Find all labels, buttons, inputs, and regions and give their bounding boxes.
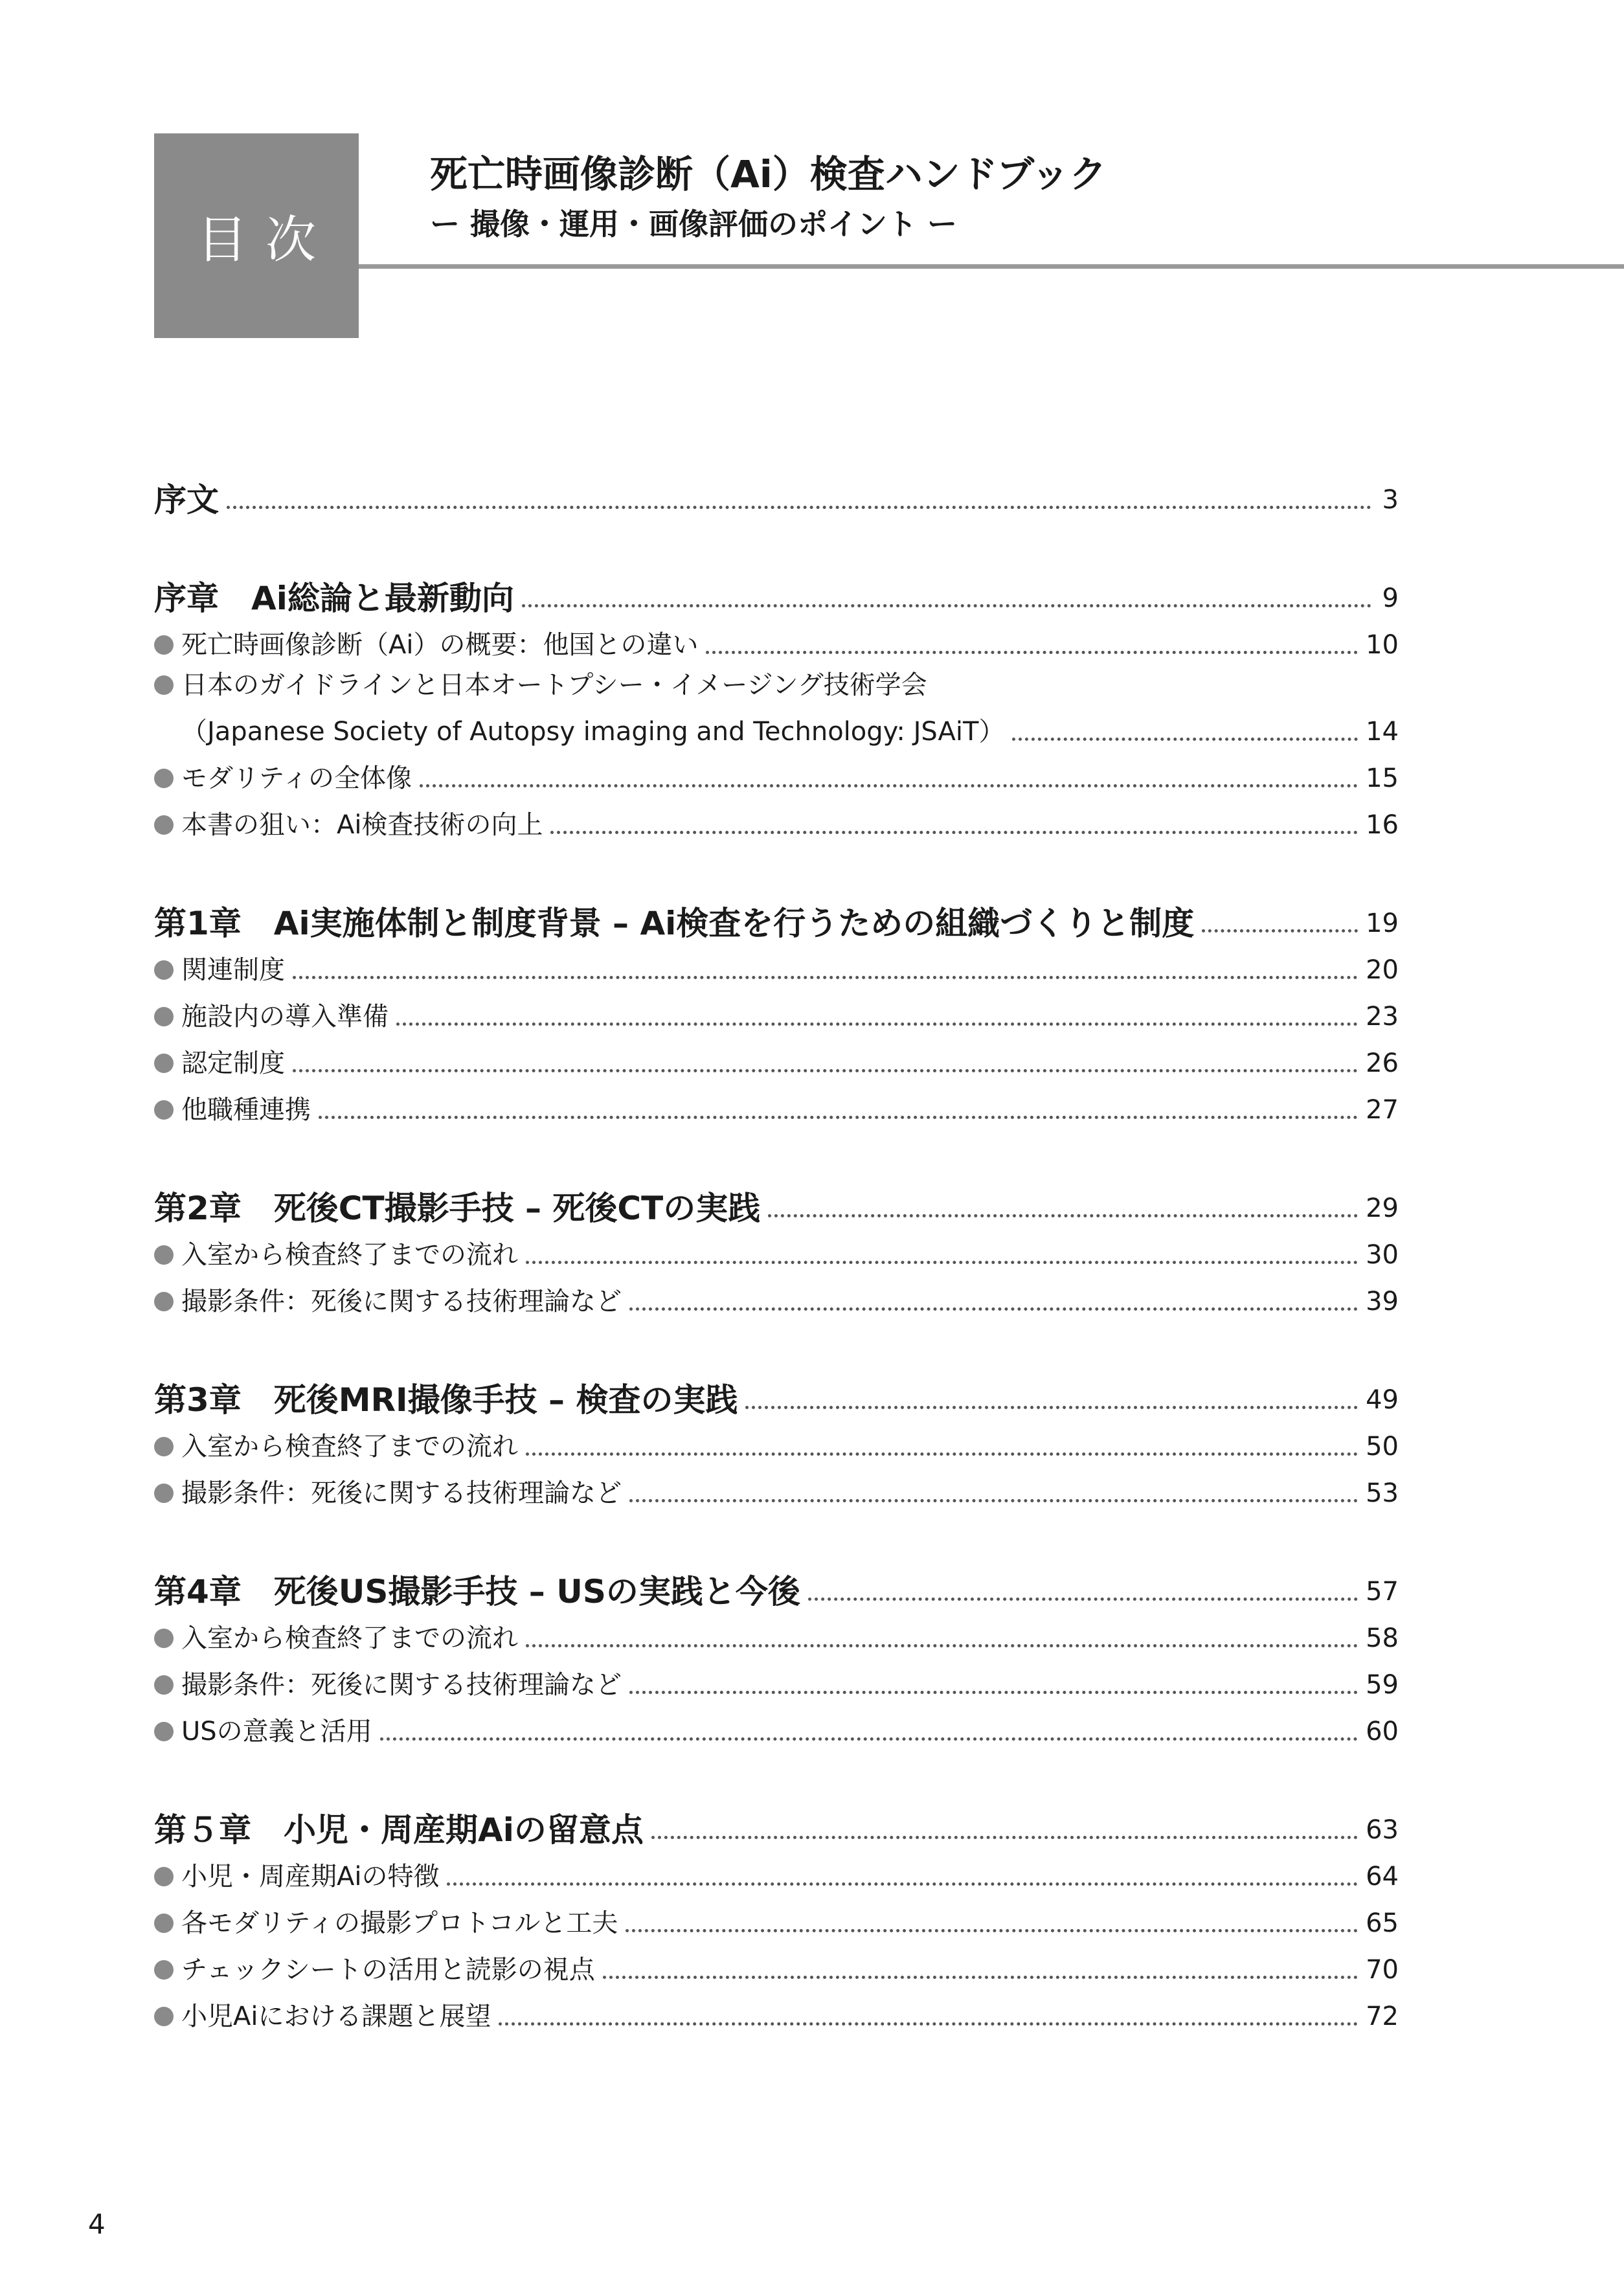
section-title: 入室から検査終了までの流れ bbox=[181, 1432, 518, 1462]
section-title-line2: （Japanese Society of Autopsy imaging and Technology: JSAiT） bbox=[181, 717, 1005, 747]
toc-entry-label: 序文 bbox=[154, 481, 219, 519]
bullet-icon bbox=[154, 2007, 174, 2026]
toc-page-number: 27 bbox=[1366, 1095, 1399, 1125]
bullet-icon bbox=[154, 1007, 174, 1026]
toc-page-number: 15 bbox=[1366, 763, 1399, 793]
bullet-icon bbox=[154, 1960, 174, 1980]
toc-section[interactable] bbox=[154, 1943, 1399, 1989]
section-title: USの意義と活用 bbox=[181, 1717, 372, 1746]
bullet-icon bbox=[154, 1914, 174, 1933]
toc-page-number: 57 bbox=[1366, 1577, 1399, 1607]
dot-leader bbox=[706, 651, 1358, 654]
toc-page-number: 16 bbox=[1366, 810, 1399, 840]
toc-section[interactable] bbox=[154, 943, 1399, 989]
toc-page-number: 50 bbox=[1366, 1432, 1399, 1462]
section-title: 関連制度 bbox=[181, 955, 285, 985]
chapter-title: 第4章 死後US撮影手技 – USの実践と今後 bbox=[154, 1573, 800, 1610]
dot-leader bbox=[293, 976, 1358, 979]
bullet-icon bbox=[154, 1484, 174, 1503]
toc-page-number: 9 bbox=[1382, 583, 1399, 613]
toc-section[interactable] bbox=[154, 798, 1399, 844]
toc-page-number: 30 bbox=[1366, 1240, 1399, 1270]
section-title: 小児・周産期Aiの特徴 bbox=[181, 1862, 440, 1892]
section-title: 入室から検査終了までの流れ bbox=[181, 1623, 518, 1653]
toc-page-number: 70 bbox=[1366, 1955, 1399, 1985]
toc-page-number: 29 bbox=[1366, 1193, 1399, 1223]
dot-leader bbox=[1202, 929, 1358, 932]
toc-section[interactable] bbox=[154, 1704, 1399, 1751]
bullet-icon bbox=[154, 675, 174, 695]
dot-leader bbox=[603, 1976, 1358, 1979]
toc-section-continuation[interactable] bbox=[154, 705, 1399, 751]
dot-leader bbox=[227, 506, 1371, 509]
dot-leader bbox=[1012, 738, 1358, 741]
dot-leader bbox=[420, 784, 1358, 787]
section-title-line1: 日本のガイドラインと日本オートプシー・イメージング技術学会 bbox=[181, 670, 927, 700]
dot-leader bbox=[651, 1836, 1358, 1839]
section-title: 本書の狙い：Ai検査技術の向上 bbox=[181, 810, 543, 840]
toc-chapter-4[interactable] bbox=[154, 1558, 1399, 1611]
toc-section[interactable] bbox=[154, 989, 1399, 1036]
dot-leader bbox=[550, 831, 1358, 834]
section-title: 撮影条件：死後に関する技術理論など bbox=[181, 1287, 622, 1316]
bullet-icon bbox=[154, 635, 174, 655]
section-title: 撮影条件：死後に関する技術理論など bbox=[181, 1670, 622, 1700]
toc-section[interactable] bbox=[154, 1419, 1399, 1466]
chapter-title: 第1章 Ai実施体制と制度背景 – Ai検査を行うための組織づくりと制度 bbox=[154, 905, 1195, 942]
toc-heading-box bbox=[154, 133, 359, 338]
toc-section[interactable] bbox=[154, 1989, 1399, 2036]
toc-chapter-3[interactable] bbox=[154, 1366, 1399, 1419]
dot-leader bbox=[319, 1116, 1358, 1119]
toc-heading: 目次 bbox=[196, 211, 334, 269]
toc-entry-preface[interactable] bbox=[154, 466, 1399, 519]
section-title: 撮影条件：死後に関する技術理論など bbox=[181, 1478, 622, 1508]
section-title: 小児Aiにおける課題と展望 bbox=[181, 2002, 491, 2031]
toc-section[interactable] bbox=[154, 1849, 1399, 1896]
toc-page-number: 14 bbox=[1366, 717, 1399, 747]
chapter-title: 第3章 死後MRI撮像手技 – 検査の実践 bbox=[154, 1381, 738, 1419]
dot-leader bbox=[499, 2022, 1358, 2026]
toc-section[interactable] bbox=[154, 664, 1399, 705]
section-title: 入室から検査終了までの流れ bbox=[181, 1240, 518, 1270]
toc-chapter-2[interactable] bbox=[154, 1175, 1399, 1228]
section-title: 他職種連携 bbox=[181, 1095, 311, 1125]
toc-page-number: 49 bbox=[1366, 1385, 1399, 1415]
dot-leader bbox=[629, 1499, 1358, 1502]
section-title: チェックシートの活用と読影の視点 bbox=[181, 1955, 595, 1985]
dot-leader bbox=[626, 1929, 1358, 1932]
bullet-icon bbox=[154, 1675, 174, 1695]
toc-section[interactable] bbox=[154, 1466, 1399, 1513]
bullet-icon bbox=[154, 1100, 174, 1120]
toc-section[interactable] bbox=[154, 1611, 1399, 1658]
bullet-icon bbox=[154, 1629, 174, 1648]
toc-page-number: 64 bbox=[1366, 1862, 1399, 1892]
toc-page-number: 65 bbox=[1366, 1908, 1399, 1938]
header-divider bbox=[359, 264, 1624, 269]
bullet-icon bbox=[154, 1867, 174, 1886]
toc-page-number: 39 bbox=[1366, 1287, 1399, 1316]
toc-page-number: 53 bbox=[1366, 1478, 1399, 1508]
toc-section[interactable] bbox=[154, 618, 1399, 664]
toc-chapter-0[interactable] bbox=[154, 565, 1399, 618]
toc-page-number: 3 bbox=[1382, 485, 1399, 515]
dot-leader bbox=[526, 1261, 1358, 1264]
toc-chapter-5[interactable] bbox=[154, 1796, 1399, 1849]
toc-section[interactable] bbox=[154, 1896, 1399, 1943]
bullet-icon bbox=[154, 1722, 174, 1741]
bullet-icon bbox=[154, 1437, 174, 1456]
toc-section[interactable] bbox=[154, 1658, 1399, 1704]
bullet-icon bbox=[154, 769, 174, 788]
toc-page-number: 23 bbox=[1366, 1002, 1399, 1032]
dot-leader bbox=[522, 604, 1371, 607]
section-title: 施設内の導入準備 bbox=[181, 1002, 389, 1032]
section-title: モダリティの全体像 bbox=[181, 763, 412, 793]
chapter-title: 第５章 小児・周産期Aiの留意点 bbox=[154, 1811, 644, 1849]
toc-section[interactable] bbox=[154, 1274, 1399, 1321]
bullet-icon bbox=[154, 1292, 174, 1311]
toc-section[interactable] bbox=[154, 751, 1399, 798]
page-folio: 4 bbox=[88, 2208, 106, 2240]
toc-chapter-1[interactable] bbox=[154, 890, 1399, 943]
toc-page-number: 20 bbox=[1366, 955, 1399, 985]
dot-leader bbox=[293, 1069, 1358, 1072]
book-subtitle: ー 撮像・運用・画像評価のポイント ー bbox=[430, 207, 958, 242]
bullet-icon bbox=[154, 1054, 174, 1073]
dot-leader bbox=[526, 1452, 1358, 1456]
dot-leader bbox=[396, 1022, 1358, 1026]
toc-page-number: 26 bbox=[1366, 1048, 1399, 1078]
toc-page-number: 19 bbox=[1366, 909, 1399, 938]
section-title: 認定制度 bbox=[181, 1048, 285, 1078]
dot-leader bbox=[526, 1644, 1358, 1647]
dot-leader bbox=[380, 1737, 1358, 1741]
toc-page-number: 10 bbox=[1366, 630, 1399, 660]
bullet-icon bbox=[154, 1245, 174, 1265]
dot-leader bbox=[808, 1598, 1358, 1601]
bullet-icon bbox=[154, 815, 174, 835]
toc-page-number: 60 bbox=[1366, 1717, 1399, 1746]
book-title: 死亡時画像診断（Ai）検査ハンドブック bbox=[430, 152, 1107, 196]
toc-page-number: 72 bbox=[1366, 2002, 1399, 2031]
chapter-title: 序章 Ai総論と最新動向 bbox=[154, 580, 514, 617]
dot-leader bbox=[768, 1214, 1358, 1217]
dot-leader bbox=[629, 1307, 1358, 1311]
section-title: 死亡時画像診断（Ai）の概要：他国との違い bbox=[181, 630, 699, 660]
dot-leader bbox=[629, 1691, 1358, 1694]
dot-leader bbox=[745, 1406, 1358, 1409]
chapter-title: 第2章 死後CT撮影手技 – 死後CTの実践 bbox=[154, 1190, 761, 1227]
toc-page-number: 59 bbox=[1366, 1670, 1399, 1700]
toc-page-number: 58 bbox=[1366, 1623, 1399, 1653]
bullet-icon bbox=[154, 960, 174, 980]
section-title: 各モダリティの撮影プロトコルと工夫 bbox=[181, 1908, 618, 1938]
toc-page-number: 63 bbox=[1366, 1815, 1399, 1845]
table-of-contents bbox=[154, 466, 1399, 2036]
dot-leader bbox=[447, 1882, 1358, 1886]
toc-section[interactable] bbox=[154, 1036, 1399, 1083]
toc-section[interactable] bbox=[154, 1228, 1399, 1274]
toc-section[interactable] bbox=[154, 1083, 1399, 1129]
